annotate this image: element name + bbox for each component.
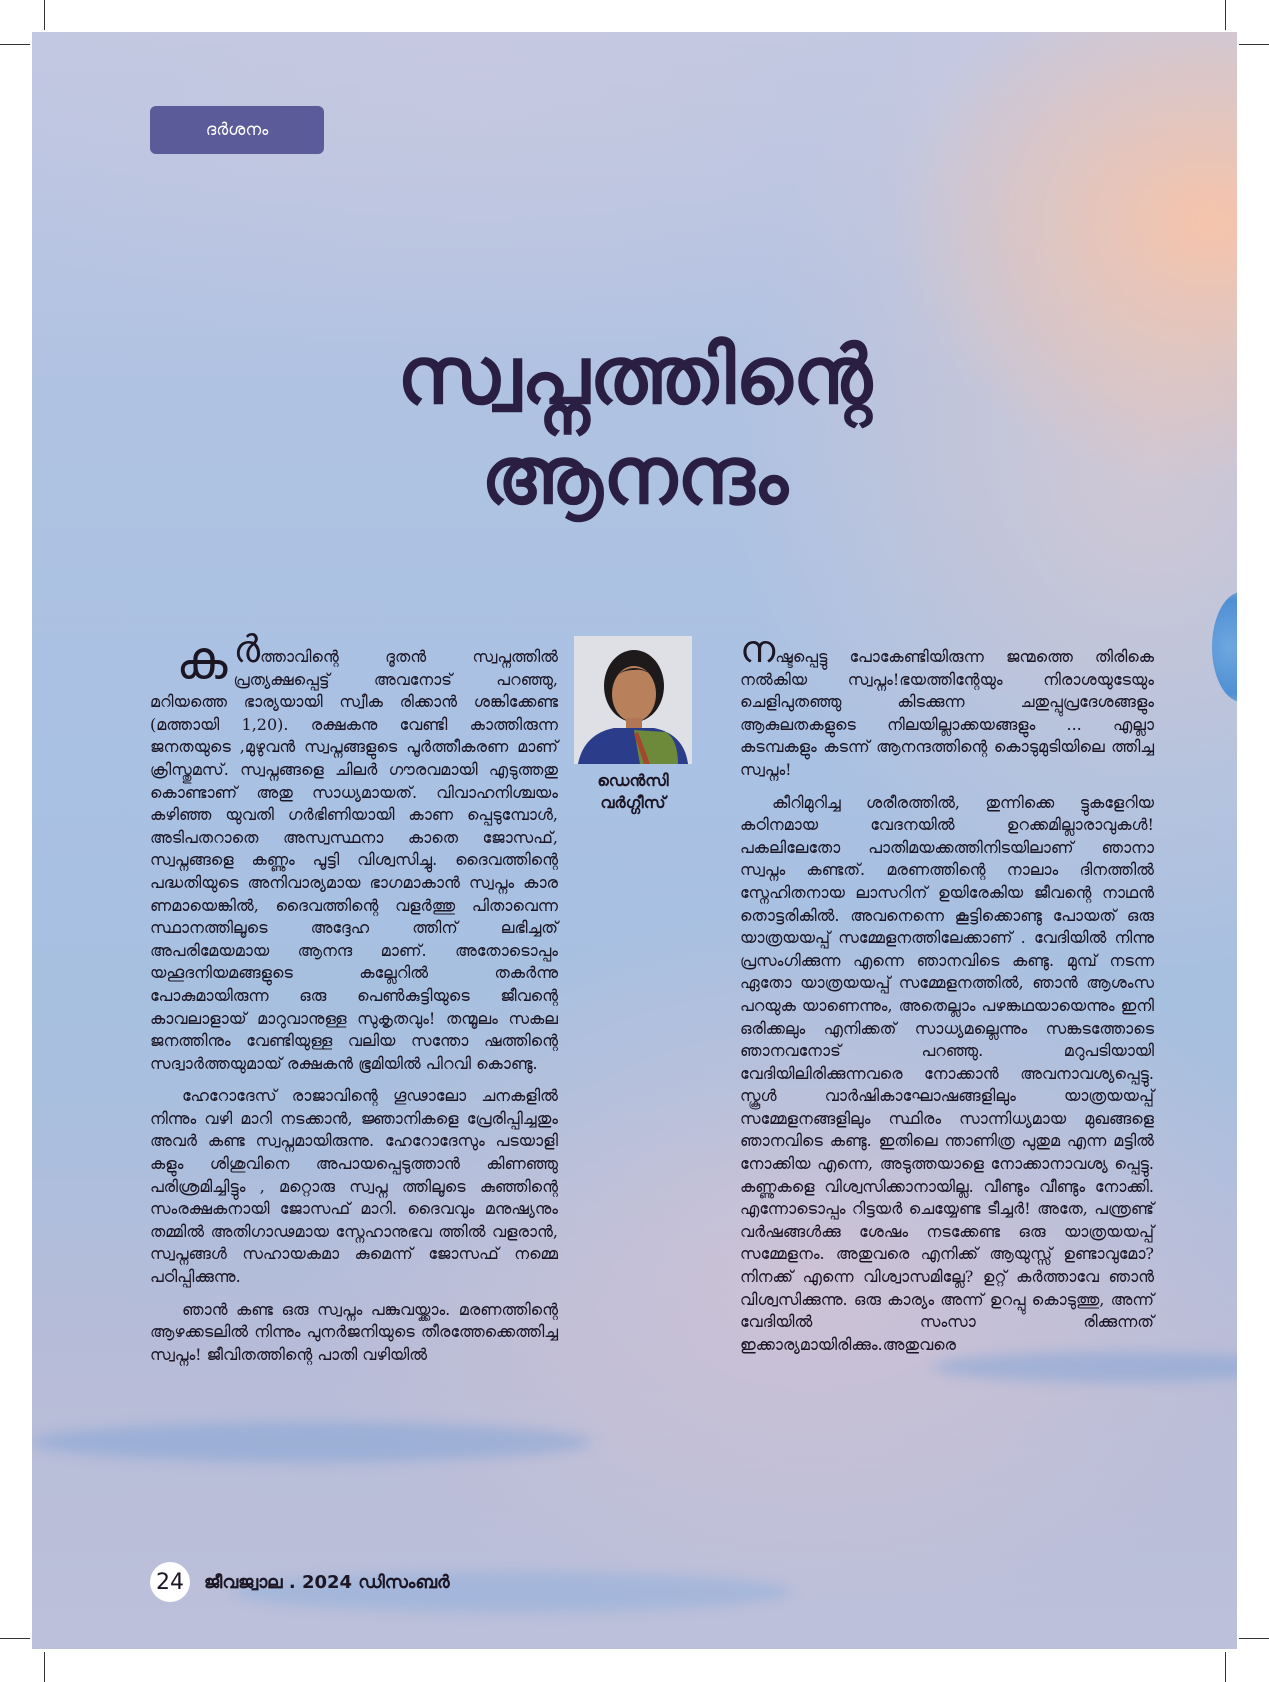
crop-mark [1225, 0, 1226, 30]
article-paragraph: കർത്താവിന്റെ ദൂതൻ സ്വപ്നത്തിൽ പ്രത്യക്ഷപ്പെട്ട് അവനോട് പറഞ്ഞു, മറിയത്തെ ഭാര്യയായി സ്വീക രിക്കാൻ ശങ്കിക്കേണ്ട (മത്തായി 1,20). രക്ഷകനു വേണ്ടി കാത്തിരുന്ന ജനതയുടെ ,മുഴുവൻ സ്വപ്നങ്ങളുടെ പൂർത്തീകരണ മാണ് ക്രിസ്തുമസ്. സ്വപ്നങ്ങളെ ചിലർ ഗൗരവമായി എടുത്തതു കൊണ്ടാണ് അതു സാധ്യമായത്. വിവാഹനിശ്ചയം കഴിഞ്ഞ യുവതി ഗർഭിണിയായി കാണ പ്പെടുമ്പോൾ, അടിപതറാതെ അസ്വസ്ഥനാ കാതെ ജോസഫ്, സ്വപ്നങ്ങളെ കണ്ണും പൂട്ടി വിശ്വസിച്ചു. ദൈവത്തിന്റെ പദ്ധതിയുടെ അനിവാര്യമായ ഭാഗമാകാൻ സ്വപ്നം കാര ണമായെങ്കിൽ, ദൈവത്തിന്റെ വളർത്തു പിതാവെന്ന സ്ഥാനത്തിലൂടെ അദ്ദേഹ ത്തിന് ലഭിച്ചത് അപരിമേയമായ ആനന്ദ മാണ്. അതോടൊപ്പം യഹൂദനിയമങ്ങളുടെ കല്ലേറിൽ തകർന്നു പോകുമായിരുന്ന ഒരു പെൺകുട്ടിയുടെ ജീവന്റെ കാവലാളായ് മാറുവാനുള്ള സുകൃതവും! തന്മൂലം സകല ജനത്തിനും വേണ്ടിയുള്ള വലിയ സന്തോ ഷത്തിന്റെ സദ്വാർത്തയുമായ് രക്ഷകൻ ഭൂമിയിൽ പിറവി കൊണ്ടു. [150, 627, 558, 1073]
article-paragraph: കീറിമുറിച്ച ശരീരത്തിൽ, തുന്നിക്കെ ട്ടുകളേറിയ കഠിനമായ വേദനയിൽ ഉറക്കമില്ലാരാവുകൾ! പകലിലേതോ പാതിമയക്കത്തിനിടയിലാണ് ഞാനാ സ്വപ്നം കണ്ടത്. മരണത്തിന്റെ നാലാം ദിനത്തിൽ സ്നേഹിതനായ ലാസറിന് ഉയിരേകിയ ജീവന്റെ നാഥൻ തൊട്ടരികിൽ. അവനെന്നെ കൂട്ടിക്കൊണ്ടു പോയത് ഒരു യാത്രയയപ്പ് സമ്മേളനത്തിലേക്കാണ് . വേദിയിൽ നിന്നു പ്രസംഗിക്കുന്ന എന്നെ ഞാനവിടെ കണ്ടു. മുമ്പ് നടന്ന ഏതോ യാത്രയയപ്പ് സമ്മേളനത്തിൽ, ഞാൻ ആശംസ പറയുക യാണെന്നും, അതെല്ലാം പഴങ്കഥയായെന്നും ഇനി ഒരിക്കലും എനിക്കത് സാധ്യമല്ലെന്നും സങ്കടത്തോടെ ഞാനവനോട് പറഞ്ഞു. മറുപടിയായി വേദിയിലിരിക്കുന്നവരെ നോക്കാൻ അവനാവശ്യപ്പെട്ടു. സ്കൂൾ വാർഷികാഘോഷങ്ങളിലും യാത്രയയപ്പ് സമ്മേളനങ്ങളിലും സ്ഥിരം സാന്നിധ്യമായ മുഖങ്ങളെ ഞാനവിടെ കണ്ടു. ഇതിലെ ന്താണിത്ര പുതുമ എന്ന മട്ടിൽ നോക്കിയ എന്നെ, അടുത്തയാളെ നോക്കാനാവശ്യ പ്പെട്ടു. കണ്ണുകളെ വിശ്വസിക്കാനായില്ല. വീണ്ടും വീണ്ടും നോക്കി. എന്നോടൊപ്പം റിട്ടയർ ചെയ്യേണ്ട ടീച്ചർ! അതേ, പന്ത്രണ്ട് വർഷങ്ങൾക്കു ശേഷം നടക്കേണ്ട ഒരു യാത്രയയപ്പ് സമ്മേളനം. അതുവരെ എനിക്ക് ആയുസ്സ് ഉണ്ടാവുമോ? നിനക്ക് എന്നെ വിശ്വാസമില്ലേ? ഉറ്റ് കർത്താവേ ഞാൻ വിശ്വസിക്കുന്നു. ഒരു കാര്യം അന്ന് ഉറപ്പു കൊടുത്തു, അന്ന് വേദിയിൽ സംസാ രിക്കുന്നത് ഇക്കാര്യമായിരിക്കും.അതുവരെ [740, 792, 1154, 1354]
author-portrait-image [574, 636, 692, 764]
crop-mark [44, 1652, 45, 1682]
article-paragraph: ഞാൻ കണ്ട ഒരു സ്വപ്നം പങ്കുവയ്ക്കാം. മരണത്തിന്റെ ആഴക്കടലിൽ നിന്നും പുനർജനിയുടെ തീരത്തേക്കെത്തിച്ച സ്വപ്നം! ജീവിതത്തിന്റെ പാതി വഴിയിൽ [150, 1299, 558, 1364]
author-byline [552, 770, 714, 814]
title-line: സ്വപ്നത്തിന്റെ [397, 329, 872, 422]
background-streak [32, 1422, 592, 1462]
flower-decoration [1212, 592, 1237, 702]
page-footer [150, 1562, 450, 1602]
title-line: ആനന്ദം [481, 429, 788, 522]
author-name-line: ഡെൻസി [597, 771, 669, 790]
article-column-left [150, 627, 558, 1376]
page-number: 24 [150, 1562, 190, 1602]
author-name-line: വർഗ്ഗീസ് [600, 793, 666, 812]
crop-mark [1225, 1652, 1226, 1682]
crop-mark [1239, 44, 1269, 45]
article-paragraph: ഹേറോദേസ് രാജാവിന്റെ ഗൂഢാലോ ചനകളിൽ നിന്നും വഴി മാറി നടക്കാൻ, ജ്ഞാനികളെ പ്രേരിപ്പിച്ചതും അവർ കണ്ട സ്വപ്നമായിരുന്നു. ഹേറോദേസും പടയാളി കളും ശിശുവിനെ അപായപ്പെടുത്താൻ കിണഞ്ഞു പരിശ്രമിച്ചിട്ടും , മറ്റൊരു സ്വപ്ന ത്തിലൂടെ കുഞ്ഞിന്റെ സംരക്ഷകനായി ജോസഫ് മാറി. ദൈവവും മനുഷ്യനും തമ്മിൽ അതിഗാഢമായ സ്നേഹാനുഭവ ത്തിൽ വളരാൻ, സ്വപ്നങ്ങൾ സഹായകമാ കുമെന്ന് ജോസഫ് നമ്മെ പഠിപ്പിക്കുന്നു. [150, 1086, 558, 1287]
drop-cap: ക [176, 628, 228, 691]
article-paragraph: നഷ്ടപ്പെട്ടു പോകേണ്ടിയിരുന്ന ജന്മത്തെ തിരികെ നൽകിയ സ്വപ്നം!ഭയത്തിന്റേയും നിരാശയുടേയും ചെളിപുതഞ്ഞു കിടക്കുന്ന ചതുപ്പുപ്രദേശങ്ങളും ആകുലതകളുടെ നിലയില്ലാക്കയങ്ങളും ... എല്ലാ കടമ്പകളും കടന്ന് ആനന്ദത്തിന്റെ കൊടുമുടിയിലെ ത്തിച്ച സ്വപ്നം! [740, 627, 1154, 779]
crop-mark [44, 0, 45, 30]
section-badge: ദർശനം [150, 106, 324, 154]
crop-mark [0, 44, 30, 45]
magazine-page [32, 32, 1237, 1649]
author-photo [574, 636, 692, 764]
issue-label: ജീവജ്വാല . 2024 ഡിസംബർ [204, 1571, 450, 1593]
crop-mark [0, 1638, 30, 1639]
article-column-right [740, 627, 1154, 1366]
crop-mark [1239, 1638, 1269, 1639]
article-title [32, 326, 1237, 526]
